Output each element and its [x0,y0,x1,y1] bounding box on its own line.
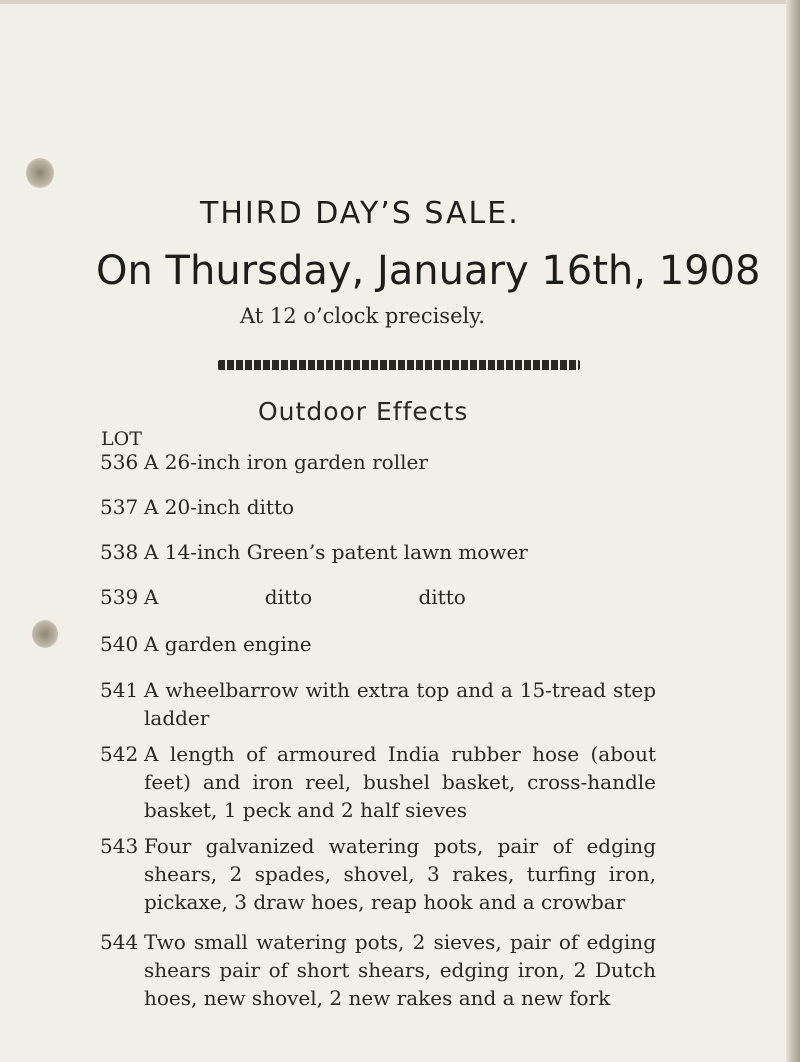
foxing-spot [32,620,58,648]
lot-column-label: LOT [101,428,142,450]
foxing-spot [26,158,54,188]
section-title: Outdoor Effects [258,397,469,426]
page-top-edge [0,0,800,4]
lot-description: Four galvanized watering pots, pair of edging shears, 2 spades, shovel, 3 rakes, turfing iron, pickaxe, 3 draw hoes, reap hook and a crowbar [144,834,656,914]
page-binding-edge [786,0,800,1062]
lot-number: 541 [100,678,139,702]
lot-number: 540 [100,632,139,656]
lot-description: A 20-inch ditto [144,495,295,519]
lot-number: 542 [100,742,139,766]
lot-description: A ditto ditto [144,585,466,609]
ornamental-rule [218,360,580,370]
sale-title: THIRD DAY’S SALE. [200,196,520,231]
sale-date: On Thursday, January 16th, 1908 [96,248,761,294]
lot-number: 543 [100,834,139,858]
lot-description: A wheelbarrow with extra top and a 15-tread step ladder [144,678,656,730]
lot-description: A 26-inch iron garden roller [144,450,428,474]
lot-number: 539 [100,585,139,609]
lot-description: A 14-inch Green’s patent lawn mower [144,540,528,564]
sale-time: At 12 o’clock precisely. [240,304,485,328]
lot-description: A length of armoured India rubber hose (about feet) and iron reel, bushel basket, cross-handle basket, 1 peck and 2 half sieves [144,742,656,822]
lot-number: 536 [100,450,139,474]
lot-number: 544 [100,930,139,954]
lot-number: 537 [100,495,139,519]
lot-number: 538 [100,540,139,564]
lot-description: A garden engine [144,632,312,656]
lot-description: Two small watering pots, 2 sieves, pair of edging shears pair of short shears, edging iron, 2 Dutch hoes, new shovel, 2 new rakes and a new fork [144,930,656,1010]
